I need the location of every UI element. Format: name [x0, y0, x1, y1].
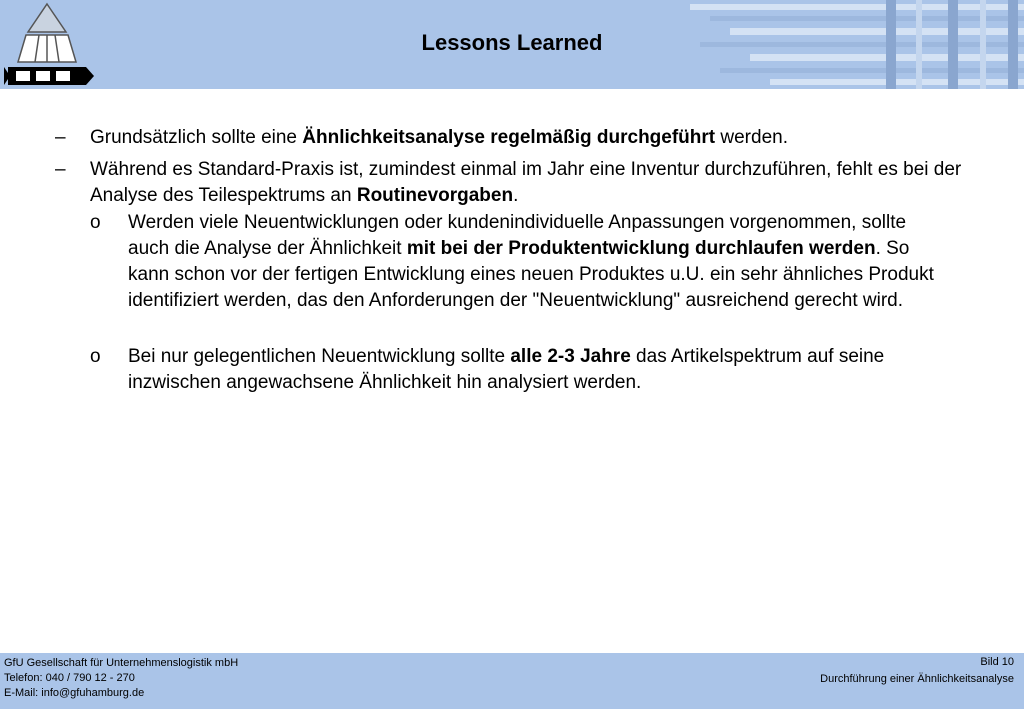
footer-contact — [4, 656, 238, 701]
bold-segment: Routinevorgaben — [356, 185, 514, 206]
company-name: GfU Gesellschaft für Unternehmenslogistik mbH — [4, 657, 239, 669]
slide-topic: Durchführung einer Ähnlichkeitsanalyse — [820, 673, 1014, 685]
list-item — [90, 125, 970, 151]
list-item — [90, 157, 970, 209]
list-item — [128, 210, 943, 314]
text-segment: . So kann schon vor der fertigen Entwicklung eines neuen Produktes u.U. ein sehr ähnliches Produkt identifiziert werden, das den Anforderungen der "Neuentwicklung" ausreichend gerecht wird. — [128, 238, 934, 311]
circle-bullet: o — [90, 212, 101, 233]
header-band — [0, 0, 1024, 89]
footer-band — [0, 653, 1024, 709]
dash-bullet: – — [55, 159, 66, 180]
text-segment: das Artikelspektrum auf seine inzwischen angewachsene Ähnlichkeit hin analysiert werden. — [128, 346, 885, 393]
text-segment: Während es Standard-Praxis ist, zumindest einmal im Jahr eine Inventur durchzuführen, fehlt es bei der Analyse des Teilespektrums an — [90, 159, 962, 206]
text-segment: Grundsätzlich sollte eine — [90, 127, 303, 148]
bold-segment: Ähnlichkeitsanalyse regelmäßig durchgeführt — [302, 127, 716, 148]
dash-bullet: – — [55, 127, 66, 148]
text-segment: . — [513, 185, 519, 206]
company-email: E-Mail: info@gfuhamburg.de — [4, 687, 145, 699]
company-phone: Telefon: 040 / 790 12 - 270 — [4, 672, 135, 684]
page-title: Lessons Learned — [421, 30, 603, 55]
bold-segment: alle 2-3 Jahre — [510, 346, 631, 367]
text-segment: Bei nur gelegentlichen Neuentwicklung sollte — [128, 346, 511, 367]
list-item — [128, 344, 973, 396]
text-segment: werden. — [715, 127, 788, 148]
circle-bullet: o — [90, 346, 101, 367]
bold-segment: mit bei der Produktentwicklung durchlaufen werden — [406, 238, 876, 259]
text-segment: Werden viele Neuentwicklungen oder kundenindividuelle Anpassungen vorgenommen, sollte auch die Analyse der Ähnlichkeit — [128, 212, 907, 259]
slide-number: Bild 10 — [980, 656, 1014, 668]
